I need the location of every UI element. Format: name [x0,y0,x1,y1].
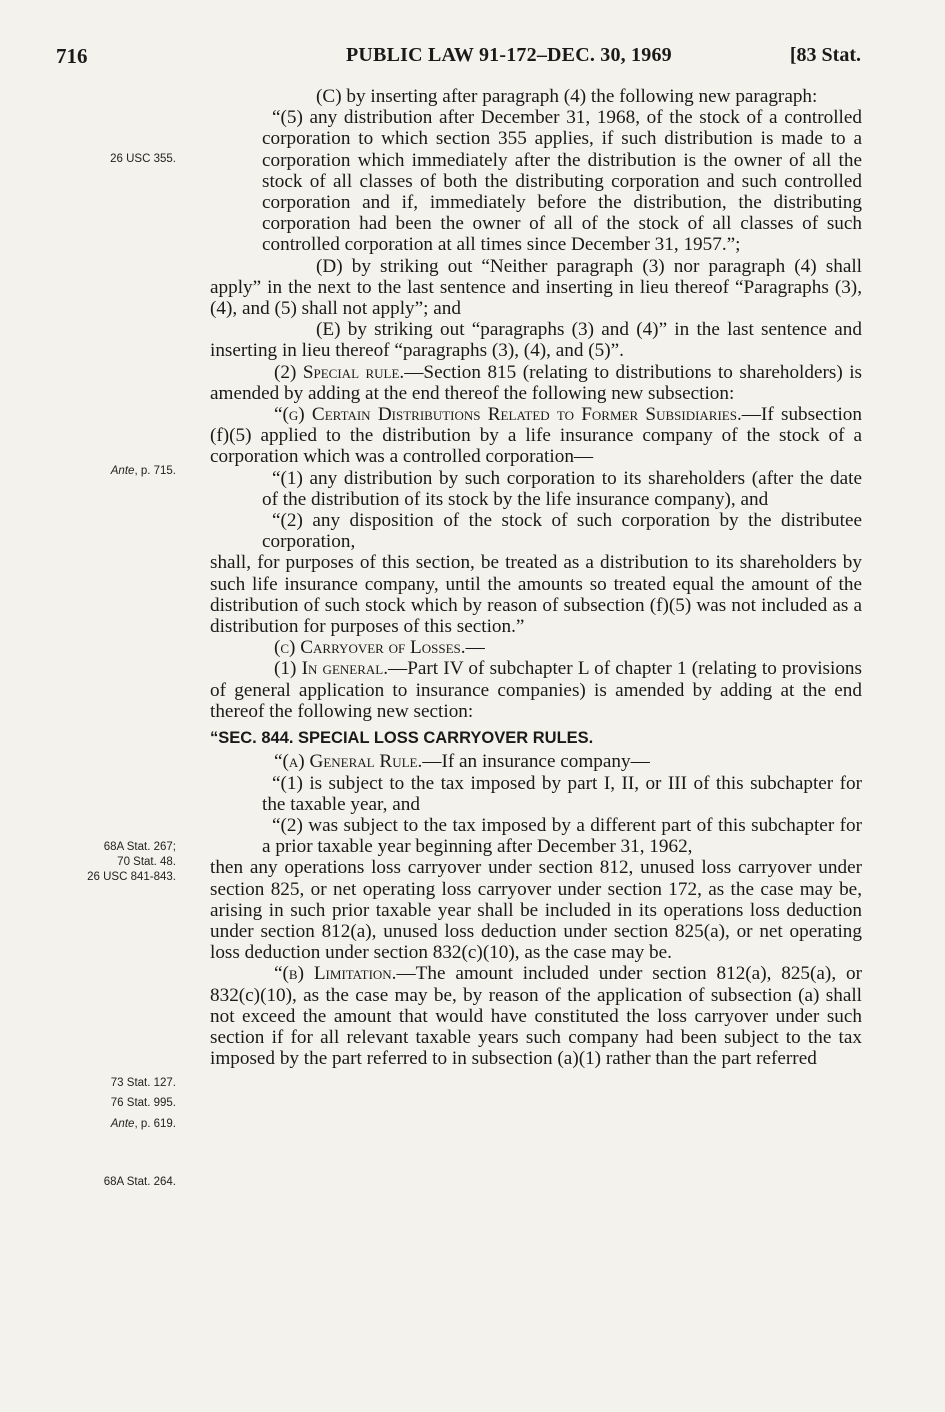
margin-note-26-usc-355: 26 USC 355. [110,153,176,165]
subsection-c-carryover: (c) Carryover of Losses.— [274,637,485,659]
subsection-a-general-rule: “(a) General Rule.—If an insurance company— [274,751,650,773]
margin-note-ante-715: Ante, p. 715. [110,465,176,477]
subsection-g-item-1: “(1) any distribution by such corporation to its shareholders (after the date of the distribution of its stock by the life insurance company), and [262,467,862,510]
margin-note-68a-stat-267: 68A Stat. 267; 70 Stat. 48. 26 USC 841-843. [87,841,176,883]
margin-note-ante-619: Ante, p. 619. [110,1118,176,1130]
statute-body [210,86,862,1069]
section-844-heading: “SEC. 844. SPECIAL LOSS CARRYOVER RULES. [210,729,594,748]
subsection-g-item-2: “(2) any disposition of the stock of such corporation by the distributee corporation, [262,510,862,553]
subsection-g-heading: “(g) Certain Distributions Related to Former Subsidiaries. [274,404,742,426]
special-rule-heading: Special rule. [302,361,405,383]
header-stat-reference: [83 Stat. [789,44,861,66]
subsection-a-item-1: “(1) is subject to the tax imposed by part I, II, or III of this subchapter for the taxable year, and [262,772,862,815]
subsection-g-distributions: “(g) Certain Distributions Related to Former Subsidiaries.—If subsection (f)(5) applied to the distribution by a life insurance company of the stock of a corporation which was a controlled corporation— [210,404,862,468]
carryover-heading: (c) Carryover of Losses. [274,637,466,659]
paragraph-1-in-general: (1) In general.—Part IV of subchapter L of chapter 1 (relating to provisions of general application to insurance companies) is amended by adding at the end thereof the following new section: [210,658,862,722]
subsection-a-conclusion: then any operations loss carryover under section 812, unused loss carryover under section 825, or net operating loss carryover under section 172, as the case may be, arising in such prior taxable year shall be included in its operations loss deduction under section 812(a), unused loss deduction under section 825(a), or net operating loss deduction under section 832(c)(10), as the case may be. [210,857,862,964]
header-title: PUBLIC LAW 91-172–DEC. 30, 1969 [346,44,672,66]
paragraph-5-quoted: “(5) any distribution after December 31, 1968, of the stock of a controlled corporation to which section 355 applies, if such distribution is made to a corporation which immediately after the distribution is the owner of all the stock of all classes of both the distributing corporation and such controlled corporation and if, immediately before the distribution, the distributing corporation had been the owner of all of the stock of all classes of such controlled corporation at all times since December 31, 1957.”; [262,107,862,256]
in-general-heading: In general. [301,658,389,680]
paragraph-c-insert: (C) by inserting after paragraph (4) the following new paragraph: [316,86,818,107]
subsection-g-conclusion: shall, for purposes of this section, be treated as a distribution to its shareholders by such life insurance company, until the amounts so treated equal the amount of the distribution of such stock which by reason of subsection (f)(5) was not included as a distribution for purposes of this section.” [210,552,862,638]
running-header [0,44,945,74]
paragraph-e-strike: (E) by striking out “paragraphs (3) and (4)” in the last sentence and inserting in lieu thereof “paragraphs (3), (4), and (5)”. [210,319,862,362]
limitation-heading: “(b) Limitation. [274,963,397,985]
margin-note-76-stat-995: 76 Stat. 995. [110,1097,176,1109]
general-rule-heading: “(a) General Rule. [274,751,423,773]
margin-note-68a-stat-264: 68A Stat. 264. [103,1176,176,1188]
margin-note-73-stat-127: 73 Stat. 127. [110,1077,176,1089]
paragraph-d-strike: (D) by striking out “Neither paragraph (3) nor paragraph (4) shall apply” in the next to the last sentence and inserting in lieu thereof “Paragraphs (3), (4), and (5) shall not apply”; and [210,255,862,320]
paragraph-2-special-rule: (2) Special rule.—Section 815 (relating to distributions to shareholders) is amended by adding at the end thereof the following new subsection: [210,361,862,404]
page-number: 716 [56,44,88,68]
subsection-b-limitation: “(b) Limitation.—The amount included under section 812(a), 825(a), or 832(c)(10), as the case may be, by reason of the application of subsection (a) shall not exceed the amount that would have constituted the loss carryover under such section if for all relevant taxable years such company had been subject to the tax imposed by the part referred to in subsection (a)(1) rather than the part referred [210,963,862,1070]
subsection-a-item-2: “(2) was subject to the tax imposed by a different part of this subchapter for a prior taxable year beginning after December 31, 1962, [262,814,862,858]
